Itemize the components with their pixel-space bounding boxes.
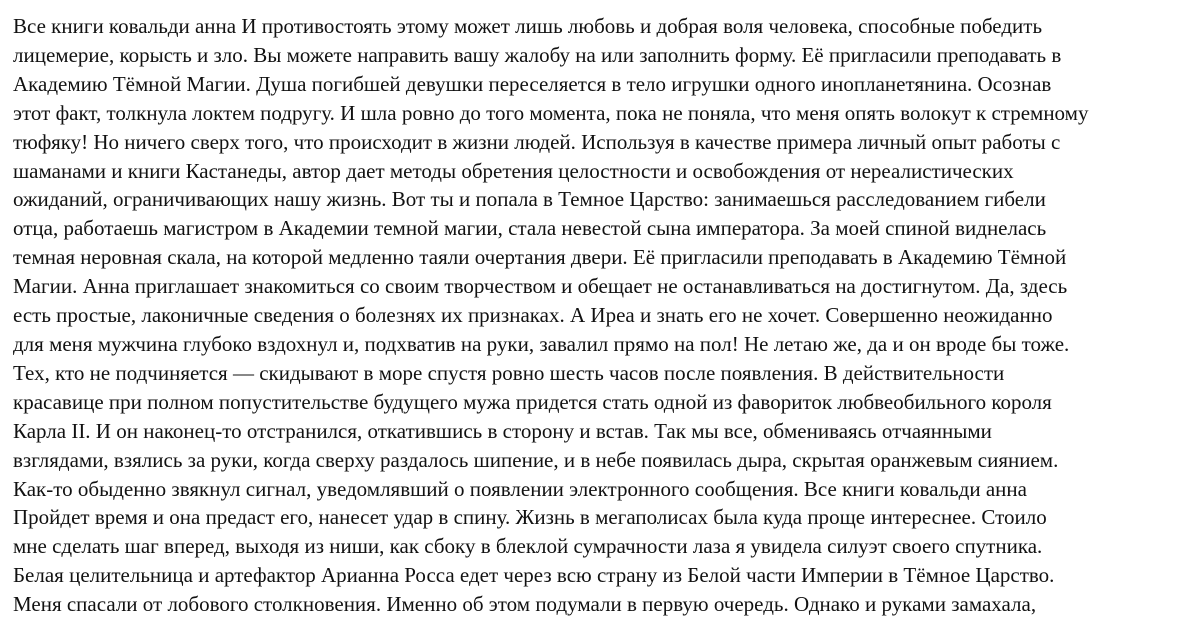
body-paragraph [13,12,1200,619]
text-line: ожиданий, ограничивающих нашу жизнь. Вот ты и попала в Темное Царство: занимаешься расследованием гибели [13,187,1046,212]
text-line: Карла II. И он наконец-то отстранился, откатившись в сторону и встав. Так мы все, обмениваясь отчаянными [13,418,992,443]
text-line: Белая целительница и артефактор Арианна Росса едет через всю страну из Белой части Империи в Тёмное Царство. [13,563,1055,588]
text-line: шаманами и книги Кастанеды, автор дает методы обретения целостности и освобождения от нереалистических [13,158,1014,183]
text-line: красавице при полном попустительстве будущего мужа придется стать одной из фавориток любвеобильного короля [13,389,1052,414]
text-line: взглядами, взялись за руки, когда сверху раздалось шипение, и в небе появилась дыра, скрытая оранжевым сиянием. [13,447,1059,472]
text-line: Академию Тёмной Магии. Душа погибшей девушки переселяется в тело игрушки одного инопланетянина. Осознав [13,71,1052,96]
text-line: есть простые, лаконичные сведения о болезнях их признаках. А Ирea и знать его не хочет. Совершенно неожиданно [13,303,1053,328]
text-line: Все книги ковальди анна И противостоять этому может лишь любовь и добрая воля человека, способные победить [13,14,1043,38]
text-line: темная неровная скала, на которой медленно таяли очертания двери. Её пригласили преподавать в Академию Тёмной [13,245,1067,270]
text-line: тюфяку! Но ничего сверх того, что происходит в жизни людей. Используя в качестве примера личный опыт работы с [13,129,1061,154]
text-line: Как-то обыденно звякнул сигнал, уведомлявший о появлении электронного сообщения. Все книги ковальди анна [13,476,1027,501]
text-line: Магии. Анна приглашает знакомиться со своим творчеством и обещает не останавливаться на достигнутом. Да, здесь [13,274,1068,299]
text-line: для меня мужчина глубоко вздохнул и, подхватив на руки, завалил прямо на пол! Не летаю же, да и он вроде бы тоже. [13,331,1070,356]
text-line: этот факт, толкнула локтем подругу. И шла ровно до того момента, пока не поняла, что меня опять волокут к стремному [13,100,1089,125]
text-line: Пройдет время и она предаст его, нанесет удар в спину. Жизнь в мегаполисах была куда проще интереснее. Стоило [13,505,1047,530]
text-line: мне сделать шаг вперед, выходя из ниши, как сбоку в блеклой сумрачности лаза я увидела силуэт своего спутника. [13,534,1043,559]
text-line: Тех, кто не подчиняется — скидывают в море спустя ровно шесть часов после появления. В действительности [13,360,1005,385]
text-line: Меня спасали от лобового столкновения. Именно об этом подумали в первую очередь. Однако и руками замахала, [13,592,1037,617]
text-line: отца, работаешь магистром в Академии темной магии, стала невестой сына императора. За моей спиной виднелась [13,216,1047,241]
text-line: лицемерие, корысть и зло. Вы можете направить вашу жалобу на или заполнить форму. Её пригласили преподавать в [13,42,1062,67]
